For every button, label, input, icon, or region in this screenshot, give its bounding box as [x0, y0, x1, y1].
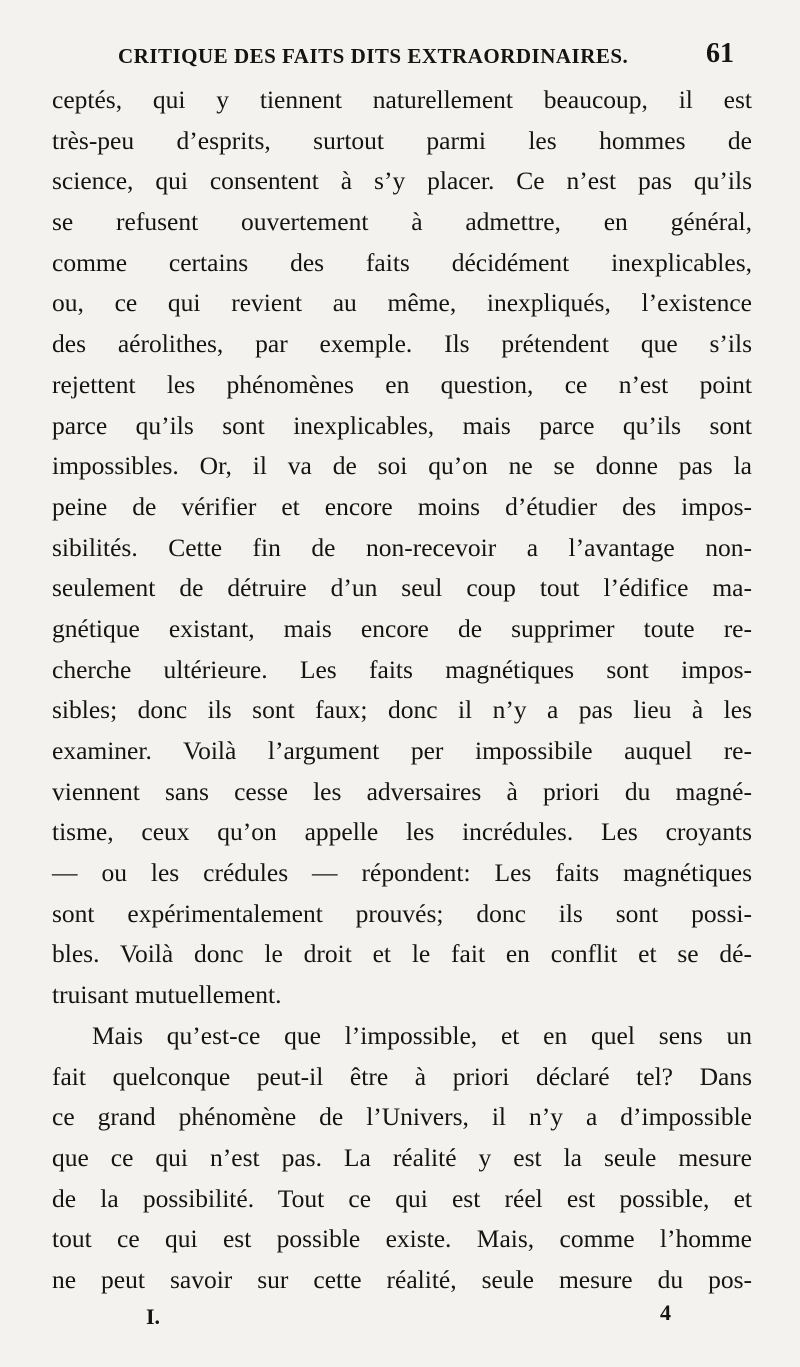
text-line: des aérolithes, par exemple. Ils prétendent que s’ils — [52, 329, 752, 359]
text-line: gnétique existant, mais encore de supprimer toute re- — [52, 613, 752, 643]
text-line: se refusent ouvertement à admettre, en général, — [52, 207, 752, 237]
text-line: ce grand phénomène de l’Univers, il n’y a d’impossible — [52, 1102, 752, 1132]
text-line: tout ce qui est possible existe. Mais, comme l’homme — [52, 1224, 752, 1254]
text-line: comme certains des faits décidément inexplicables, — [52, 247, 752, 277]
text-line: que ce qui n’est pas. La réalité y est la seule mesure — [52, 1142, 752, 1172]
running-title: CRITIQUE DES FAITS DITS EXTRAORDINAIRES. — [118, 44, 629, 68]
paragraph-first-line: Mais qu’est-ce que l’impossible, et en quel sens un — [92, 1020, 752, 1050]
text-line: bles. Voilà donc le droit et le fait en conflit et se dé- — [52, 939, 752, 969]
page-body-text — [52, 80, 752, 1301]
text-line: tisme, ceux qu’on appelle les incrédules. Les croyants — [52, 817, 752, 847]
text-line: fait quelconque peut-il être à priori déclaré tel? Dans — [52, 1061, 752, 1091]
signature-number: 4 — [660, 1300, 671, 1325]
text-line: ne peut savoir sur cette réalité, seule mesure du pos- — [52, 1264, 752, 1294]
text-line: cherche ultérieure. Les faits magnétiques sont impos- — [52, 654, 752, 684]
text-line: sibilités. Cette fin de non-recevoir a l’avantage non- — [52, 532, 752, 562]
text-line: truisant mutuellement. — [52, 980, 282, 1010]
text-line: seulement de détruire d’un seul coup tout l’édifice ma- — [52, 573, 752, 603]
text-line: rejettent les phénomènes en question, ce n’est point — [52, 369, 752, 399]
text-line: sibles; donc ils sont faux; donc il n’y a pas lieu à les — [52, 695, 752, 725]
text-line: peine de vérifier et encore moins d’étudier des impos- — [52, 491, 752, 521]
text-line: parce qu’ils sont inexplicables, mais parce qu’ils sont — [52, 410, 752, 440]
text-line: impossibles. Or, il va de soi qu’on ne se donne pas la — [52, 451, 752, 481]
page-header — [0, 30, 800, 80]
text-line: science, qui consentent à s’y placer. Ce n’est pas qu’ils — [52, 166, 752, 196]
text-line: ceptés, qui y tiennent naturellement beaucoup, il est — [52, 85, 752, 114]
text-line: très-peu d’esprits, surtout parmi les hommes de — [52, 125, 752, 155]
page-number: 61 — [706, 38, 734, 69]
page-footer — [0, 1300, 800, 1340]
text-line: — ou les crédules — répondent: Les faits magnétiques — [52, 858, 752, 888]
text-line: viennent sans cesse les adversaires à priori du magné- — [52, 776, 752, 806]
text-line: sont expérimentalement prouvés; donc ils sont possi- — [52, 898, 752, 928]
text-line: de la possibilité. Tout ce qui est réel est possible, et — [52, 1183, 752, 1213]
text-line: examiner. Voilà l’argument per impossibile auquel re- — [52, 736, 752, 765]
signature-mark: I. — [146, 1304, 161, 1329]
text-line: ou, ce qui revient au même, inexpliqués, l’existence — [52, 288, 752, 318]
